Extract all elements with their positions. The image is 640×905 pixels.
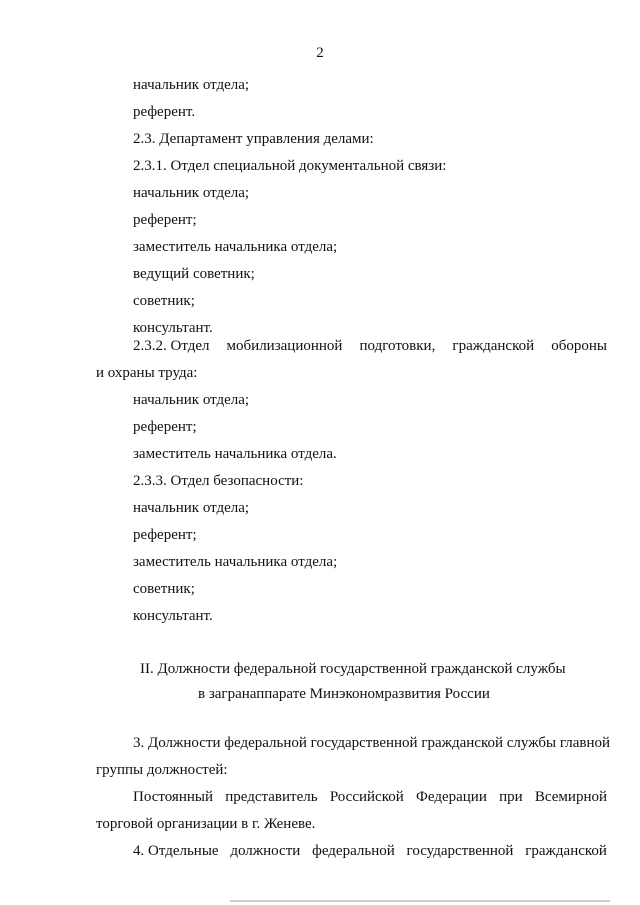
list-item: начальник отдела;	[133, 500, 250, 516]
subsection-heading-justified	[133, 337, 607, 355]
paragraph-5-line1	[133, 842, 607, 860]
list-item: заместитель начальника отдела;	[133, 239, 338, 255]
subsection-heading-continued: и охраны труда:	[96, 365, 198, 381]
scan-artifact-line	[230, 900, 610, 902]
word: 2.3.2. Отдел	[133, 338, 210, 354]
list-item: начальник отдела;	[133, 392, 250, 408]
word: Федерации	[416, 789, 487, 805]
word: подготовки,	[359, 338, 436, 354]
word: федеральной	[312, 843, 395, 859]
word: Постоянный	[133, 789, 213, 805]
word: Всемирной	[534, 789, 607, 805]
list-item: советник;	[133, 581, 195, 597]
list-item: начальник отдела;	[133, 77, 250, 93]
chapter-heading-line1: II. Должности федеральной государственной гражданской службы	[140, 661, 566, 677]
chapter-heading-line2: в загранаппарате Минэкономразвития России	[198, 686, 490, 702]
list-item: референт;	[133, 527, 197, 543]
word: при	[499, 789, 523, 805]
page-number: 2	[316, 45, 324, 61]
list-item: референт.	[133, 104, 196, 120]
word: Российской	[329, 789, 404, 805]
paragraph-4-line2: торговой организации в г. Женеве.	[96, 816, 316, 832]
paragraph-4-line1	[133, 788, 607, 806]
paragraph-3-line2: группы должностей:	[96, 762, 228, 778]
word: обороны	[551, 338, 607, 354]
section-heading: 2.3. Департамент управления делами:	[133, 131, 374, 147]
list-item: заместитель начальника отдела;	[133, 554, 338, 570]
word: 4. Отдельные	[133, 843, 219, 859]
subsection-heading: 2.3.3. Отдел безопасности:	[133, 473, 304, 489]
list-item: советник;	[133, 293, 195, 309]
list-item: ведущий советник;	[133, 266, 255, 282]
list-item: референт;	[133, 419, 197, 435]
list-item: консультант.	[133, 608, 213, 624]
list-item: начальник отдела;	[133, 185, 250, 201]
subsection-heading: 2.3.1. Отдел специальной документальной связи:	[133, 158, 447, 174]
word: представитель	[225, 789, 318, 805]
list-item: заместитель начальника отдела.	[133, 446, 337, 462]
list-item: референт;	[133, 212, 197, 228]
paragraph-3-line1: 3. Должности федеральной государственной гражданской службы главной	[133, 735, 611, 751]
word: должности	[230, 843, 301, 859]
word: гражданской	[525, 843, 607, 859]
word: гражданской	[452, 338, 535, 354]
list-item: консультант.	[133, 320, 213, 336]
word: мобилизационной	[226, 338, 343, 354]
word: государственной	[406, 843, 514, 859]
